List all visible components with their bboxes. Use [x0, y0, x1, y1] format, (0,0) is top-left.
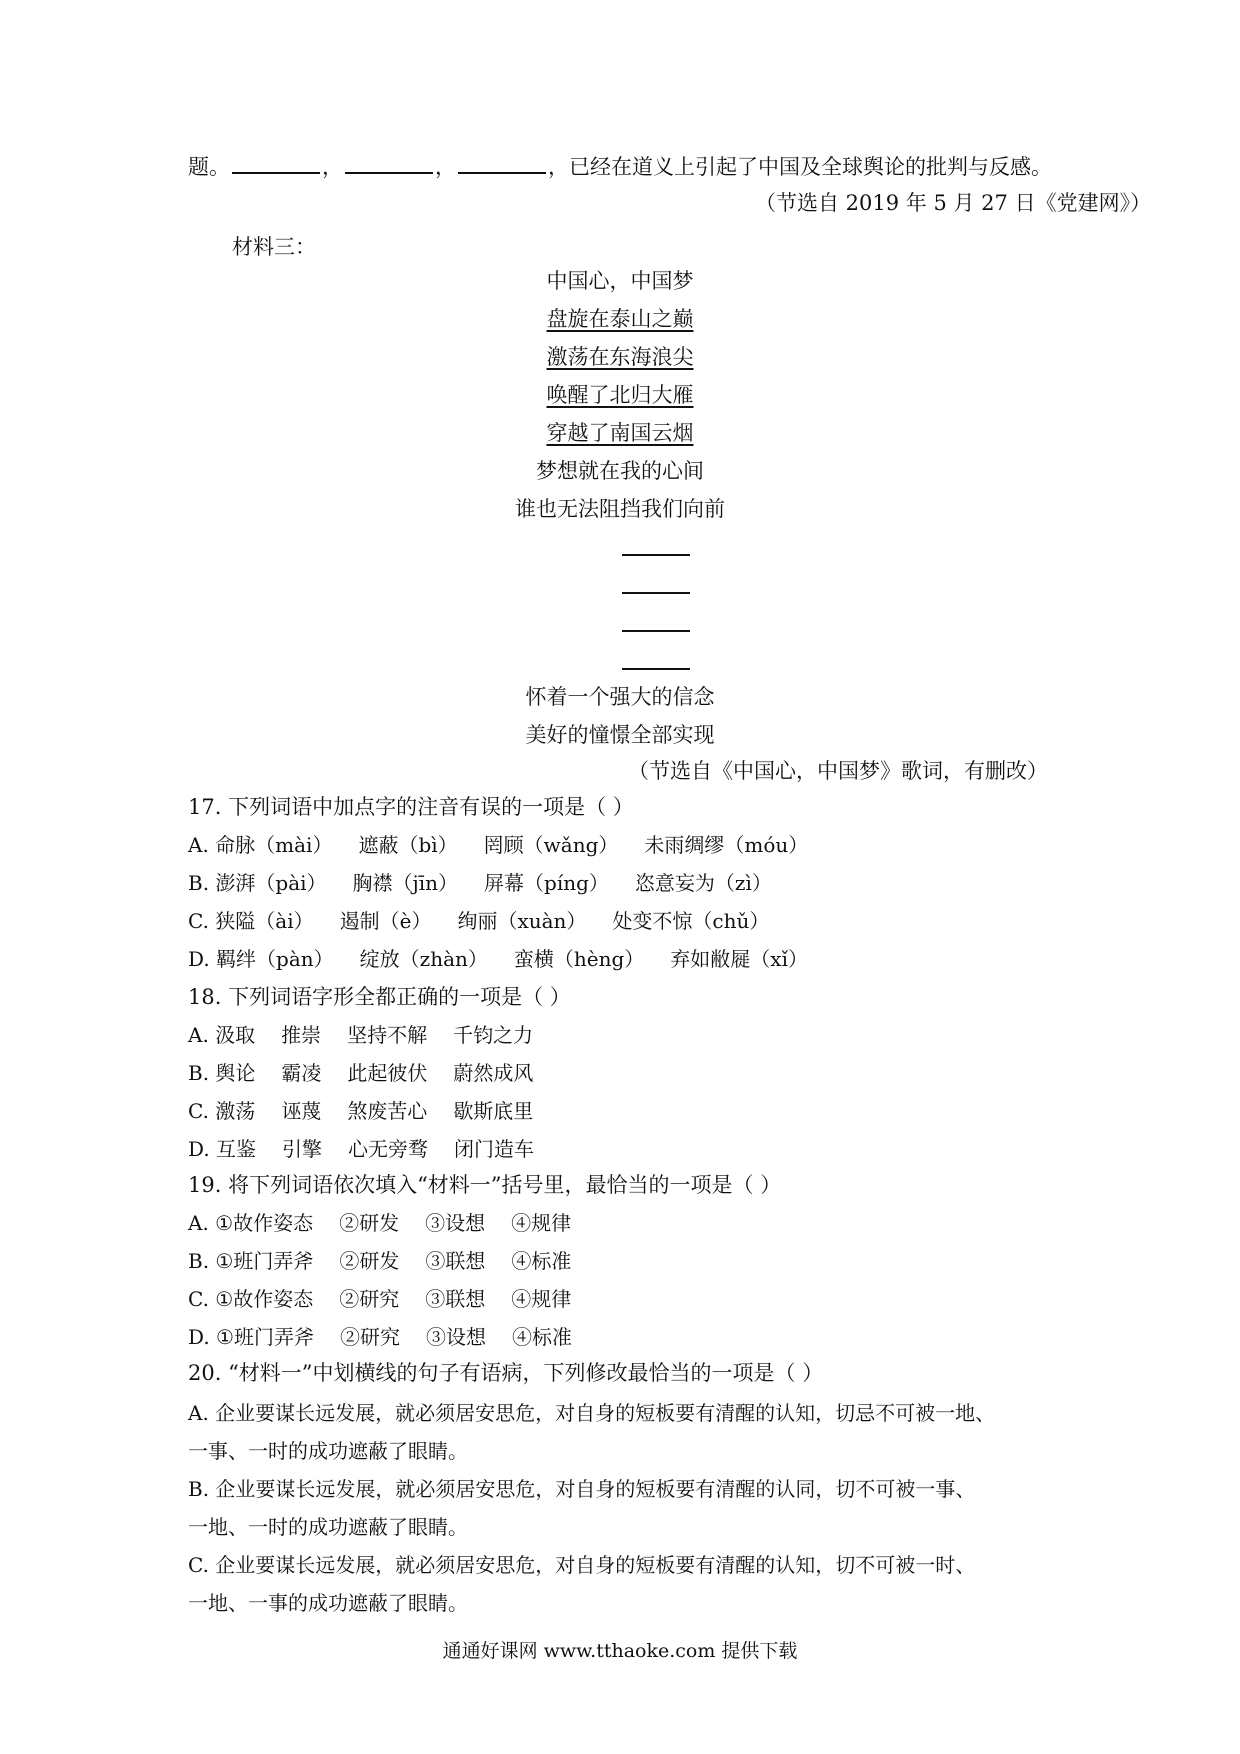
q19-option-a[interactable] — [188, 1208, 597, 1238]
question-19-stem — [188, 1170, 781, 1200]
comma: ， — [322, 155, 343, 179]
option-word: 蔚然成风 — [453, 1061, 534, 1085]
option-word: ④规律 — [511, 1287, 572, 1311]
option-word: C. 激荡 — [188, 1099, 256, 1123]
material2-prefix: 题。 — [188, 155, 230, 179]
material2-suffix: 已经在道义上引起了中国及全球舆论的批判与反感。 — [569, 155, 1052, 179]
option-word: 蛮横（hèng） — [513, 947, 645, 971]
option-word: D. 羁绊（pàn） — [188, 947, 334, 971]
option-word: 心无旁骛 — [348, 1137, 429, 1161]
option-word: D. 互鉴 — [188, 1137, 257, 1161]
option-word: ④标准 — [511, 1325, 572, 1349]
option-word: 千钧之力 — [453, 1023, 534, 1047]
option-word: A. 命脉（mài） — [188, 833, 333, 857]
option-word: 引擎 — [282, 1137, 323, 1161]
option-word: 推崇 — [281, 1023, 322, 1047]
lyric-blank[interactable] — [622, 554, 690, 556]
q19-option-c[interactable] — [188, 1284, 597, 1314]
material2-source: （节选自 2019 年 5 月 27 日《党建网》） — [755, 191, 1152, 215]
q17-option-b[interactable] — [188, 868, 798, 898]
stem-text: 19. 将下列词语依次填入“材料一”括号里， — [188, 1173, 586, 1197]
q17-option-c[interactable] — [188, 906, 795, 936]
lyric-blank[interactable] — [622, 592, 690, 594]
stem-text: 17. 下列词语中加点字的注音 — [188, 795, 460, 819]
q19-option-b[interactable] — [188, 1246, 597, 1276]
question-20-stem — [188, 1358, 823, 1388]
option-word: B. 舆论 — [188, 1061, 256, 1085]
q20-option-a-cont: 一事、一时的成功遮蔽了眼睛。 — [188, 1439, 468, 1463]
stem-text: 20. “材料一”中划横线的句子有语病，下列修改 — [188, 1361, 628, 1385]
option-word: ②研发 — [339, 1211, 400, 1235]
option-word: C. ①故作姿态 — [188, 1287, 314, 1311]
lyric-line: 梦想就在我的心间 — [536, 459, 704, 483]
option-word: 遏制（è） — [339, 909, 432, 933]
option-word: 坚持不解 — [347, 1023, 428, 1047]
lyric-line-underlined: 激荡在东海浪尖 — [546, 345, 694, 369]
q18-option-d[interactable] — [188, 1134, 560, 1164]
comma: ， — [435, 155, 456, 179]
footer-credit: 通通好课网 www.tthaoke.com 提供下载 — [442, 1640, 798, 1662]
option-word: ②研究 — [339, 1287, 400, 1311]
option-word: 处变不惊（chǔ） — [612, 909, 770, 933]
stem-emphasis: 最恰当 — [627, 1361, 691, 1385]
q17-option-a[interactable] — [188, 830, 834, 860]
answer-blank[interactable] — [345, 152, 433, 174]
comma: ， — [548, 155, 569, 179]
answer-blank[interactable] — [458, 152, 546, 174]
material3-source: （节选自《中国心，中国梦》歌词，有删改） — [628, 759, 1048, 783]
option-word: C. 狭隘（ài） — [188, 909, 314, 933]
option-word: A. ①故作姿态 — [188, 1211, 314, 1235]
question-18-stem — [188, 982, 571, 1012]
lyric-line: 谁也无法阻挡我们向前 — [515, 497, 725, 521]
lyric-blank[interactable] — [622, 668, 690, 670]
stem-emphasis: 全都正确 — [354, 985, 439, 1009]
lyric-blank[interactable] — [622, 630, 690, 632]
stem-text: 的一项是（ ） — [690, 1361, 824, 1385]
option-word: 霸凌 — [281, 1061, 322, 1085]
material2-text — [188, 152, 1052, 182]
option-word: ②研发 — [339, 1249, 400, 1273]
option-word: A. 汲取 — [188, 1023, 256, 1047]
lyric-line-underlined: 唤醒了北归大雁 — [546, 383, 694, 407]
q18-option-a[interactable] — [188, 1020, 559, 1050]
q20-option-a[interactable]: A. 企业要谋长远发展，就必须居安思危，对自身的短板要有清醒的认知，切忌不可被一地、 — [188, 1401, 996, 1425]
lyric-line-underlined: 盘旋在泰山之巅 — [546, 307, 694, 331]
lyric-line: 中国心，中国梦 — [546, 269, 694, 293]
stem-emphasis: 最恰当 — [585, 1173, 649, 1197]
q18-option-c[interactable] — [188, 1096, 559, 1126]
option-word: ④标准 — [511, 1249, 572, 1273]
option-word: 此起彼伏 — [347, 1061, 428, 1085]
q20-option-c-cont: 一地、一事的成功遮蔽了眼睛。 — [188, 1591, 468, 1615]
option-word: B. 澎湃（pài） — [188, 871, 327, 895]
option-word: 罔顾（wǎng） — [483, 833, 619, 857]
option-word: 闭门造车 — [454, 1137, 535, 1161]
q17-option-d[interactable] — [188, 944, 834, 974]
stem-text: 18. 下列词语字形 — [188, 985, 355, 1009]
option-word: ④规律 — [511, 1211, 572, 1235]
stem-text: 的一项是（ ） — [438, 985, 571, 1009]
option-word: 绚丽（xuàn） — [457, 909, 587, 933]
option-word: 未雨绸缪（móu） — [644, 833, 809, 857]
lyric-line: 美好的憧憬全部实现 — [525, 723, 715, 747]
lyric-line: 怀着一个强大的信念 — [525, 685, 715, 709]
answer-blank[interactable] — [232, 152, 320, 174]
option-word: ③联想 — [425, 1287, 486, 1311]
option-word: 弃如敝屣（xǐ） — [670, 947, 808, 971]
option-word: ③设想 — [425, 1211, 486, 1235]
option-word: 遮蔽（bì） — [358, 833, 458, 857]
stem-text: 的一项是（ ） — [501, 795, 634, 819]
option-word: 诬蔑 — [281, 1099, 322, 1123]
option-word: 绽放（zhàn） — [359, 947, 488, 971]
stem-emphasis: 有误 — [459, 795, 502, 819]
option-word: ③设想 — [425, 1325, 486, 1349]
option-word: ②研究 — [339, 1325, 400, 1349]
q19-option-d[interactable] — [188, 1322, 598, 1352]
option-word: 恣意妄为（zì） — [634, 871, 772, 895]
q18-option-b[interactable] — [188, 1058, 559, 1088]
option-word: 屏幕（píng） — [484, 871, 609, 895]
option-word: 歇斯底里 — [453, 1099, 534, 1123]
q20-option-b-cont: 一地、一时的成功遮蔽了眼睛。 — [188, 1515, 468, 1539]
material3-heading: 材料三： — [232, 235, 316, 259]
q20-option-b[interactable]: B. 企业要谋长远发展，就必须居安思危，对自身的短板要有清醒的认同，切不可被一事、 — [188, 1477, 976, 1501]
question-17-stem — [188, 792, 634, 822]
option-word: B. ①班门弄斧 — [188, 1249, 314, 1273]
lyric-line-underlined: 穿越了南国云烟 — [546, 421, 694, 445]
option-word: 煞废苦心 — [347, 1099, 428, 1123]
option-word: ③联想 — [425, 1249, 486, 1273]
option-word: D. ①班门弄斧 — [188, 1325, 314, 1349]
stem-text: 的一项是（ ） — [648, 1173, 782, 1197]
option-word: 胸襟（jīn） — [352, 871, 459, 895]
q20-option-c[interactable]: C. 企业要谋长远发展，就必须居安思危，对自身的短板要有清醒的认知，切不可被一时、 — [188, 1553, 976, 1577]
